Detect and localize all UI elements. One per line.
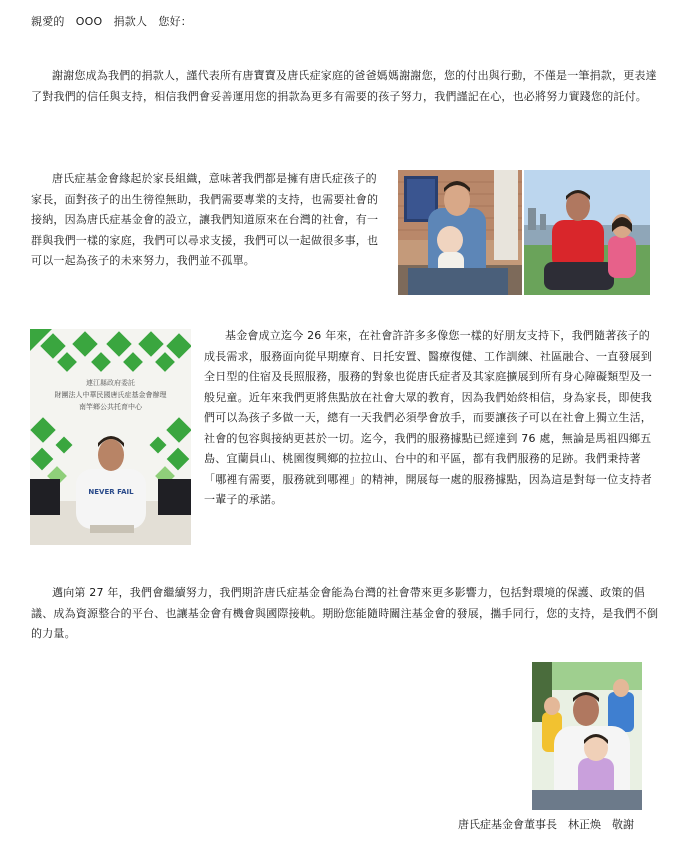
chairman-with-children-photo [532, 662, 642, 810]
father-with-daughter-photo [524, 170, 650, 295]
paragraph-future: 邁向第 27 年，我們會繼續努力，我們期許唐氏症基金會能為台灣的社會帶來更多影響力，包括對環境的保護、政策的倡議、成為資源整合的平台、也讓基金會有機會與國際接軌。期盼您能隨時關注基金會的發展，攜手同行，您的支持，是我們不倒的力量。 [31, 586, 659, 640]
greeting: 親愛的 OOO 捐款人 您好： [31, 15, 192, 28]
chairman-office-photo [30, 329, 191, 545]
office-sign-main: 財團法人中華民國唐氏症基金會辦理 [54, 391, 167, 399]
paragraph-thanks: 謝謝您成為我們的捐款人，謹代表所有唐寶寶及唐氏症家庭的爸爸媽媽謝謝您，您的付出與行動，不僅是一筆捐款，更表達了對我們的信任與支持，相信我們會妥善運用您的捐款為更多有需要的孩子努力，我們謹記在心，也必將努力實踐您的託付。 [31, 69, 657, 103]
shirt-text: NEVER FAIL [88, 488, 134, 496]
paragraph-services: 基金會成立迄今 26 年來，在社會許許多多像您一樣的好朋友支持下，我們隨著孩子的成長需求，服務面向從早期療育、日托安置、醫療復健、工作訓練、社區融合、一直發展到全日型的住宿及長照服務，服務的對象也從唐氏症者及其家庭擴展到所有身心障礙類型及一般兒童。近年來我們更將焦點放在社會大眾的教育，因為我們始終相信，身為家長，即使我們可以為孩子多做一天，總有一天我們必須學會放手，而要讓孩子可以在社會上獨立生活，社會的包容與接納更甚於一切。迄今，我們的服務據點已經達到 76 處，無論是馬祖四鄉五島、宜蘭員山、桃園復興鄉的拉拉山、台中的和平區，都有我們服務的足跡。我們秉持著「哪裡有需要，服務就到哪裡」的精神，開展每一處的服務據點，因為這是對每一位支持者一輩子的承諾。 [204, 329, 652, 506]
paragraph-origin: 唐氏症基金會緣起於家長組織，意味著我們都是擁有唐氏症孩子的家長，面對孩子的出生徬徨無助，我們需要專業的支持，也需要社會的接納，因為唐氏症基金會的設立，讓我們知道原來在台灣的社會，有一群與我們一樣的家庭，我們可以尋求支援，我們可以一起做很多事，也可以一起為孩子的未來努力，我們並不孤單。 [31, 172, 379, 267]
father-with-baby-photo [398, 170, 522, 295]
signature: 唐氏症基金會董事長 林正焕 敬謝 [458, 818, 634, 831]
office-sign-sub: 南竿鄉公共托育中心 [79, 403, 142, 411]
office-sign-top: 連江縣政府委託 [86, 379, 135, 387]
